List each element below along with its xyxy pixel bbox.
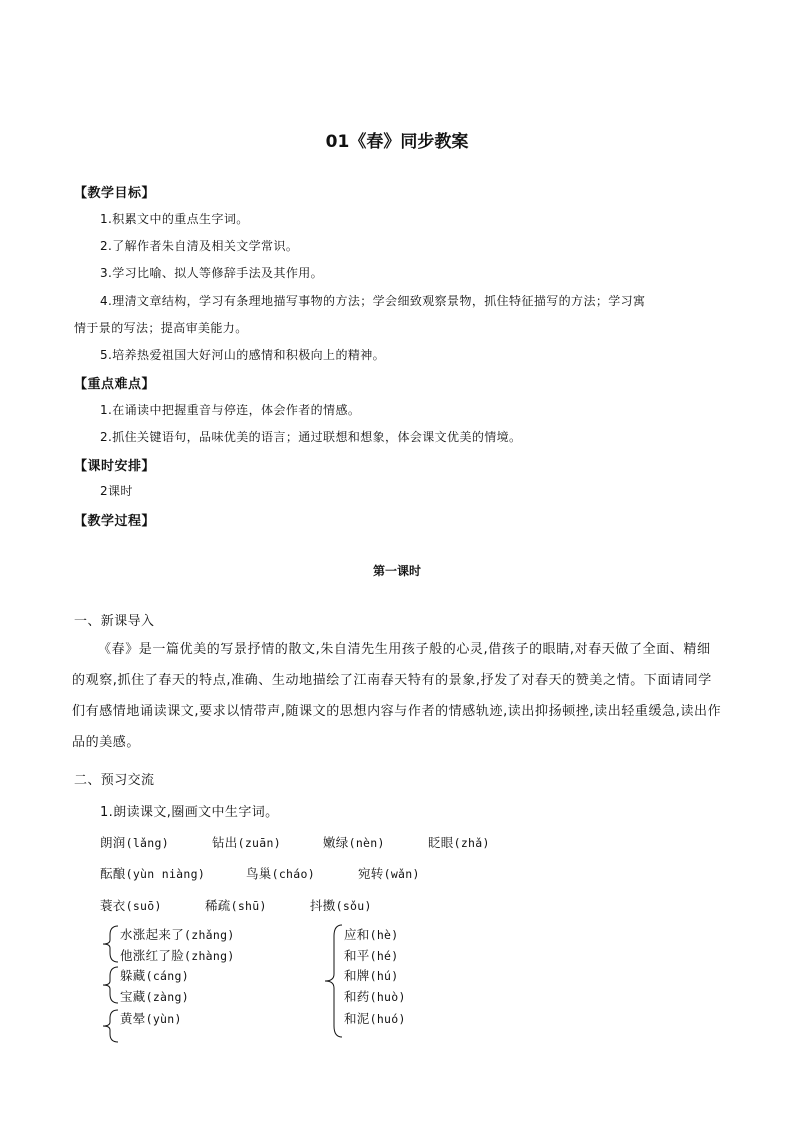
polyphone-entry: 和药(huò) (344, 989, 406, 1004)
vocab-entry: 朗润(lǎng) (100, 835, 169, 850)
key-point-item: 2.抓住关键语句，品味优美的语言；通过联想和想象，体会课文优美的情境。 (100, 430, 522, 444)
vocab-entry: 稀疏(shū) (205, 898, 267, 913)
polyphone-entry: 宝藏(zàng) (120, 989, 189, 1004)
left-brace-yun (100, 1009, 120, 1043)
left-brace-cang (100, 966, 120, 1004)
vocab-entry: 蓑衣(suō) (100, 898, 162, 913)
left-brace-zhang (100, 925, 120, 963)
section-title: 一、新课导入 (74, 614, 155, 629)
polyphone-entry: 他涨红了脸(zhàng) (120, 948, 235, 963)
vocab-entry: 钻出(zuān) (212, 835, 281, 850)
key-points-heading: 【重点难点】 (74, 377, 156, 392)
polyphone-entry: 黄晕(yùn) (120, 1011, 182, 1026)
vocab-entry: 酝酿(yùn niàng) (100, 866, 206, 881)
goal-item: 2.了解作者朱自清及相关文学常识。 (100, 239, 299, 253)
goal-item-continued: 情于景的写法；提高审美能力。 (74, 321, 248, 335)
vocab-entry: 宛转(wǎn) (358, 866, 420, 881)
polyphone-entry: 应和(hè) (344, 927, 399, 942)
polyphone-entry: 和平(hé) (344, 948, 399, 963)
vocab-entry: 眨眼(zhǎ) (428, 835, 490, 850)
section-title: 二、预习交流 (74, 773, 155, 788)
vocab-entry: 抖擞(sǒu) (310, 898, 372, 913)
document-title: 01《春》同步教案 (325, 132, 469, 152)
schedule-value: 2课时 (100, 484, 133, 498)
goal-item: 3.学习比喻、拟人等修辞手法及其作用。 (100, 266, 324, 280)
polyphone-entry: 躲藏(cáng) (120, 968, 189, 983)
goal-item: 1.积累文中的重点生字词。 (100, 212, 249, 226)
vocab-entry: 鸟巢(cháo) (246, 866, 315, 881)
process-heading: 【教学过程】 (74, 514, 156, 529)
polyphone-entry: 和牌(hú) (344, 968, 399, 983)
polyphone-entry: 和泥(huó) (344, 1011, 406, 1026)
left-brace-he (322, 924, 344, 1038)
polyphone-entry: 水涨起来了(zhǎng) (120, 927, 235, 942)
section-instruction: 1.朗读课文,圈画文中生字词。 (100, 805, 279, 820)
goals-heading: 【教学目标】 (74, 186, 156, 201)
lesson-title: 第一课时 (372, 564, 421, 578)
key-point-item: 1.在诵读中把握重音与停连，体会作者的情感。 (100, 403, 361, 417)
vocab-entry: 嫩绿(nèn) (323, 835, 385, 850)
schedule-heading: 【课时安排】 (74, 459, 156, 474)
intro-paragraph: 《春》是一篇优美的写景抒情的散文,朱自清先生用孩子般的心灵,借孩子的眼睛,对春天做了全面、精细的观察,抓住了春天的特点,准确、生动地描绘了江南春天特有的景象,抒发了对春天的赞美之情。下面请同学们有感情地诵读课文,要求以情带声,随课文的思想内容与作者的情感轨迹,读出抑扬顿挫,读出轻重缓急,读出作品的美感。 (72, 642, 722, 750)
goal-item: 4.理清文章结构，学习有条理地描写事物的方法；学会细致观察景物，抓住特征描写的方法；学习寓 (100, 294, 646, 308)
goal-item: 5.培养热爱祖国大好河山的感情和积极向上的精神。 (100, 348, 386, 362)
